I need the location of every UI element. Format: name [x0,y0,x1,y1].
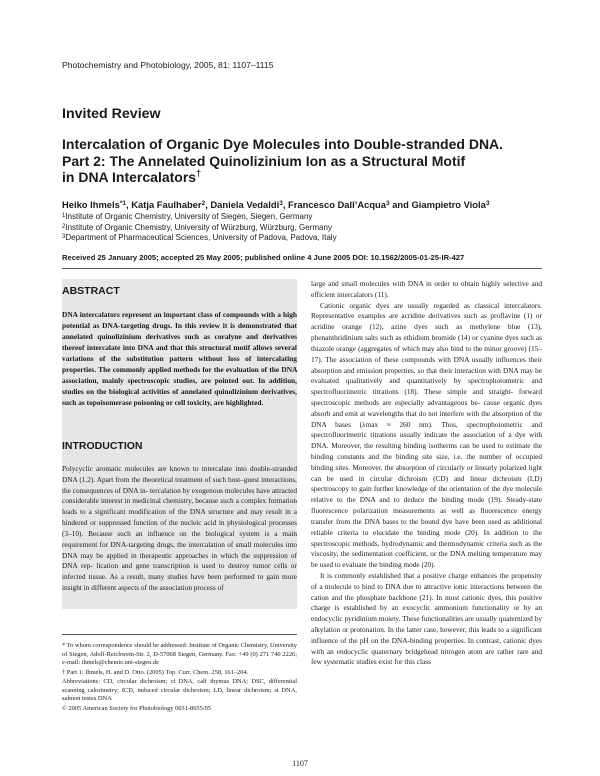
affiliation-line [62,212,337,223]
text-line: and thermodynamic criteria such as the viscosity, the sedimentation [311,538,542,559]
text-line: biological system is a main requirement for DNA-targeting drugs, [62,528,298,549]
author-separator: , [205,199,211,210]
paragraph [311,301,542,571]
author-name: Francesco Dall’Acqua [288,199,386,210]
text-line: which may also bind to the minor groove) (15–17). The association [311,343,542,364]
text-line: cationic dyes with an endocyclic quaternary bridgehead nitrogen [311,635,542,656]
right-column [311,279,542,668]
title-line-1: Intercalation of Organic Dye Molecules into Double-stranded DNA. [62,136,504,152]
text-line: leads to a significant modification of the DNA structure and may [62,507,263,517]
text-line: with a high potential as DNA-targeting drugs. In this review it [62,310,297,330]
text-line: bromide (14) or cyanine dyes such as thiazole orange (aggregates of [311,333,543,353]
text-line: mode (20). In addition to the spectroscopic methods, hydrodynamic [311,527,542,548]
text-line: physiological processes (3–10). Because such an influence on the [62,518,297,538]
text-line: interest in medicinal chemistry, because such a complex formation [100,496,298,506]
affiliation-text: Department of Pharmaceutical Sciences, University of Padova, Padova, Italy [65,233,337,243]
journal-citation: Photochemistry and Photobiology, 2005, 81: 1107–1115 [62,60,274,70]
author-mark: *1 [119,200,126,207]
author-name: Daniela Vedaldi [210,199,280,210]
paragraph [311,279,542,301]
text-line: molecule relative to the DNA and to deduce the binding mode (19). [311,484,543,505]
text-line: evaluate the binding mode (20). [342,560,436,570]
text-line: interfere with the absorption of the DNA bases (λmax ≈ 260 nm). [311,408,543,429]
page-number: 1107 [292,759,308,768]
text-line: exocyclic ammonium functionality or by an endocyclic pyridinium [311,603,542,624]
received-line: Received 25 January 2005; accepted 25 May 2005; published online 4 June 2005 DOI: 10.1562/2005-01-25-IR-427 [62,253,465,262]
text-line: association, mainly spectroscopic studies, are pointed out. In [62,375,266,385]
text-line: Polycyclic aromatic molecules are known to intercalate into [62,464,247,473]
text-line: interactions between the cation and the phosphate backbone (21). [311,581,542,602]
affiliation-number: 3 [62,234,66,241]
footnotes [62,634,297,714]
text-line: and emission properties, so that their interaction with DNA may be [343,365,543,375]
text-line: gain more insight in different aspects of the association process of [62,572,297,592]
author-list [62,199,489,210]
header-rule [62,268,542,269]
author-separator: , [282,199,289,210]
introduction-heading: INTRODUCTION [62,440,143,452]
text-line: Moreover, the absorption of circularly or linearly polarized light can [311,462,543,483]
affiliation-number: 2 [62,223,66,230]
abstract-heading: ABSTRACT [62,285,120,297]
text-line: and spectrofluorimetric titrations (18). These simple and straight- [311,376,543,397]
text-line: lication and gene transcription is used to destroy tumor cells or [96,561,297,571]
text-line: fluorescence energy transfer from the DNA bases to the bound dye [311,506,543,526]
affiliations [62,212,337,244]
author-mark: 2 [201,200,206,207]
text-line: large and small molecules with DNA in order to obtain highly [311,279,501,288]
text-line: the intercalation of small molecules into DNA may be applied in [62,539,297,560]
text-line: have been used as additional reliable criteria to elucidate the binding [311,516,542,537]
affiliation-text: Institute of Organic Chemistry, University of Würzburg, Würzburg, Germany [65,222,332,232]
author-separator: , [126,199,132,210]
text-line: double-stranded DNA (1,2). Apart from the theoretical treatment [62,464,298,484]
text-line: propensity of a molecule to bind to DNA due to attractive ionic [311,570,542,591]
text-line: therapeutic approaches in which the suppression of DNA rep- [62,550,298,571]
text-line: Steady-state fluorescence polarization measurements as well as [311,495,542,516]
title-line-3: in DNA Intercalators† [62,168,202,185]
article-title [62,136,542,186]
text-line: intercalators. Representative examples are acridine derivatives [311,300,542,321]
text-line: or protonation. In the latter case, however, this leads to a significant [342,625,542,634]
abbreviations-footnote: Abbreviations: CD, circular dichroism; ct DNA, calf thymus DNA; DSC, differential scanning calorimetry; ICD, induced circular dichroism; LD, linear dichroism; st DNA, salmon testes DNA [62,678,297,702]
text-line: coefficient, or the DNA melting temperature may be used to [311,549,542,570]
text-line: addition, studies on the biological activities of annelated [62,375,297,396]
text-line: influence of the pH on the DNA-binding properties. In contrast, [311,635,502,645]
text-line: indicate the association of a dye with DNA. Moreover, the resulting [311,430,543,451]
affiliation-text: Institute of Organic Chemistry, University of Siegen, Siegen, Germany [65,212,313,221]
text-line: substitution pattern without loss of intercalating properties. [62,353,297,374]
affiliation-line [62,223,337,234]
correspondence-footnote: * To whom correspondence should be addressed: Institute of Organic Chemistry, University of Siegen, Adolf-Reichwein-Str. 2, D-57068 Siegen, Germany. Fax: +49 (0) 271 740 2226; e-mail: ihmels@chemie.uni-siegen.de [62,642,297,666]
text-line: cause organic dyes absorb and emit at wavelengths that do not [311,397,542,418]
text-line: quinolizinium derivatives, such as topoisomerase poisoning or [62,386,297,407]
text-line: of these compounds with DNA usually influences their absorption [311,354,542,375]
dagger-mark: † [196,168,202,178]
copyright-line: © 2005 American Society for Photobiology 0031-8655/05 [62,704,211,712]
introduction-body [62,464,297,594]
author-mark: 3 [485,200,490,207]
text-line: of such host–guest interactions, the consequences of DNA in- [62,474,298,495]
affiliation-number: 1 [62,213,66,219]
abstract-body [62,310,297,409]
text-line: infected tissue. As a result, many studies have been performed to [62,572,264,582]
text-line: be used in circular dichroism (CD) and linear dichroism (LD) [326,473,543,483]
author-name: Giampietro Viola [411,199,486,210]
paragraph [311,571,542,668]
left-column [62,279,297,609]
text-line: result in a hindered or suppressed function of the nucleic acid in [62,507,298,528]
part1-footnote: † Part 1: Ihmels, H. and D. Otto. (2005) Top. Curr. Chem. 258, 161–204. [62,668,249,676]
text-line: as coralyne and derivatives thereof intercalate into DNA and [62,331,297,352]
author-mark: 3 [279,200,283,207]
author-mark: 3 [385,200,390,207]
text-line: moiety. These functionalities are usually quaternized by alkylation [311,614,542,634]
text-line: that this structural motif allows several variations of the [62,342,297,363]
text-line: spectroscopy to gain further knowledge of the orientation of the dye [311,484,514,494]
text-line: binding isotherms can be used to estimate the binding constants and [311,441,543,461]
text-line: Thus, spectrophotometric and spectrofluorimetric titrations usually [311,419,542,440]
author-name: Katja Faulhaber [131,199,202,210]
text-line: tercalation by exogenous molecules have attracted considerable [62,485,298,506]
text-line: atom are rather rare and few systematic studies exist for this class [311,646,542,667]
affiliation-line [62,233,337,244]
abstract-box [62,279,297,609]
author-separator: and [389,199,412,210]
title-line-2: Part 2: The Annelated Quinolizinium Ion as a Structural Motif [62,152,466,169]
text-line: cell toxicity, are highlighted. [174,397,264,407]
text-line: methylene blue (13), phenanthridinium salts such as ethidium [311,322,543,343]
text-line: is demonstrated that annelated quinolizinium derivatives such [62,320,297,341]
right-column-body [311,279,542,668]
text-line: evaluated qualitatively and quantitatively by spectrophotometric [311,376,525,386]
author-name: Heiko Ihmels [62,199,120,210]
text-line: selective and efficient intercalators (11). [311,279,543,299]
text-line: DNA intercalators represent an important class of compounds [62,310,260,319]
text-line: In most cationic dyes, this positive charge is established by an [311,592,542,613]
text-line: such as proflavine (1) or acridine orange (12), azine dyes such as [311,311,542,332]
section-label: Invited Review [62,106,161,122]
text-line: the binding site size, i.e. the number of occupied binding sites. [311,452,542,472]
text-line: The commonly applied methods for the evaluation of the DNA [98,364,297,374]
text-line: forward spectroscopic methods are especially advantageous be- [311,387,542,407]
text-line: It is commonly established that a positive charge enhances the [320,570,509,580]
text-line: Cationic organic dyes are usually regarded as classical [320,300,500,310]
